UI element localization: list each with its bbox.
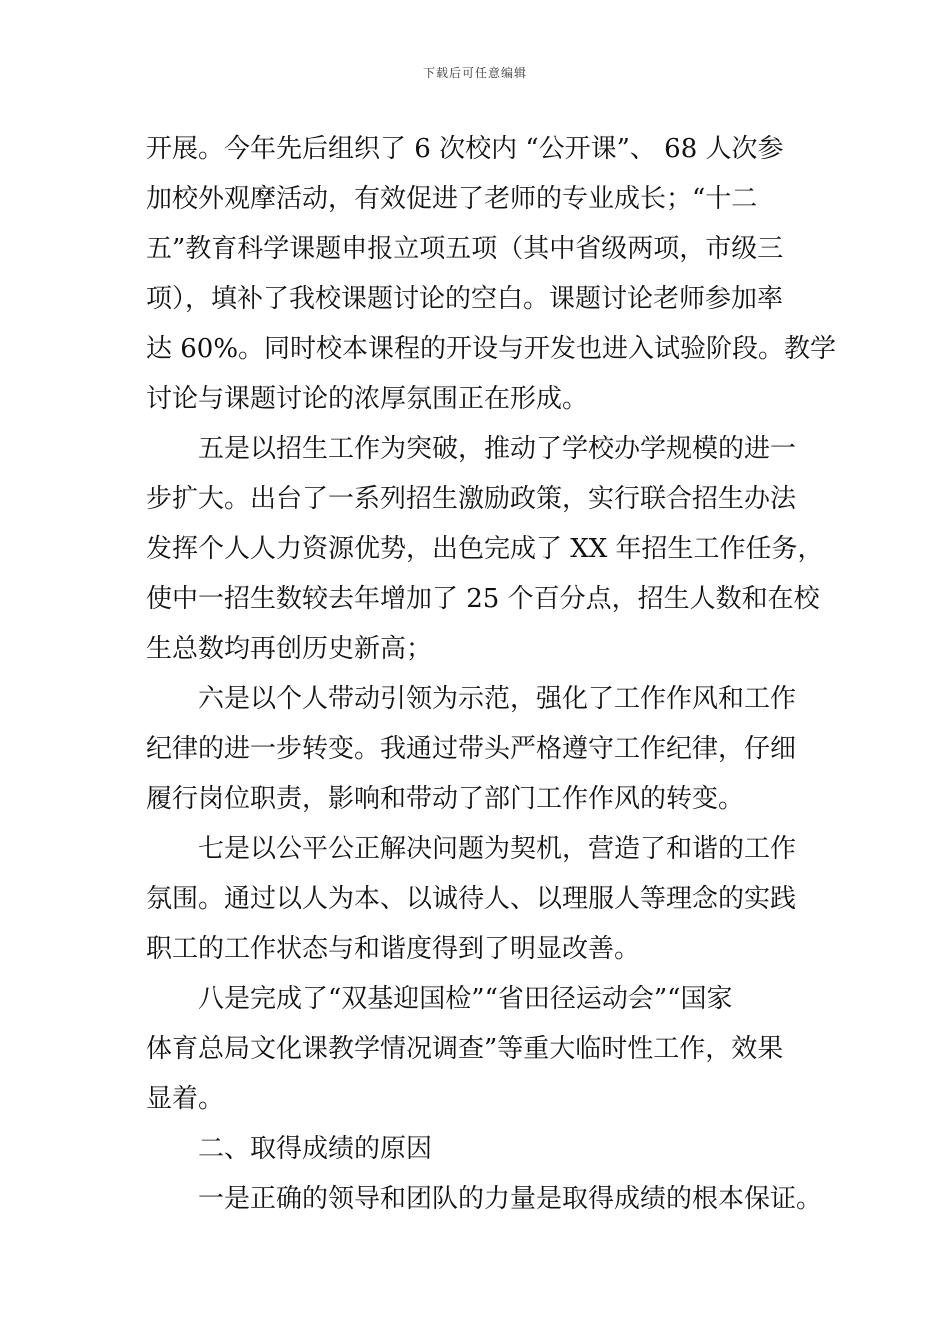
page-header: 下载后可任意编辑: [422, 66, 527, 80]
text-line: 使中一招生数较去年增加了 25 个百分点，招生人数和在校: [146, 584, 820, 614]
text-line: 纪律的进一步转变。我通过带头严格遵守工作纪律，仔细: [146, 734, 797, 764]
text-line: 显着。: [146, 1084, 225, 1114]
text-line: 开展。今年先后组织了 6 次校内 “公开课”、 68 人次参: [146, 134, 784, 164]
paragraph-start-line: 七是以公平公正解决问题为契机，营造了和谐的工作: [198, 834, 797, 864]
section-heading: 二、取得成绩的原因: [198, 1134, 433, 1164]
text-line: 体育总局文化课教学情况调查”等重大临时性工作，效果: [146, 1034, 784, 1064]
text-line: 项），填补了我校课题讨论的空白。课题讨论老师参加率: [146, 284, 784, 314]
text-line: 氛围。通过以人为本、以诚待人、以理服人等理念的实践: [146, 884, 797, 914]
text-line: 生总数均再创历史新高；: [146, 634, 433, 664]
paragraph-start-line: 一是正确的领导和团队的力量是取得成绩的根本保证。: [198, 1184, 823, 1214]
text-line: 加校外观摩活动，有效促进了老师的专业成长；“十二: [146, 184, 758, 214]
text-line: 讨论与课题讨论的浓厚氛围正在形成。: [146, 384, 589, 414]
text-line: 达 60%。同时校本课程的开设与开发也进入试验阶段。教学: [146, 334, 837, 364]
paragraph-start-line: 五是以招生工作为突破，推动了学校办学规模的进一: [198, 434, 797, 464]
text-line: 步扩大。出台了一系列招生激励政策，实行联合招生办法: [146, 484, 797, 514]
text-line: 发挥个人人力资源优势，出色完成了 XX 年招生工作任务，: [146, 534, 824, 564]
paragraph-start-line: 六是以个人带动引领为示范，强化了工作作风和工作: [198, 684, 797, 714]
text-line: 五”教育科学课题申报立项五项（其中省级两项，市级三: [146, 234, 784, 264]
text-line: 履行岗位职责，影响和带动了部门工作作风的转变。: [146, 784, 745, 814]
paragraph-start-line: 八是完成了“双基迎国检”“省田径运动会”“国家: [198, 984, 733, 1014]
text-line: 职工的工作状态与和谐度得到了明显改善。: [146, 934, 641, 964]
